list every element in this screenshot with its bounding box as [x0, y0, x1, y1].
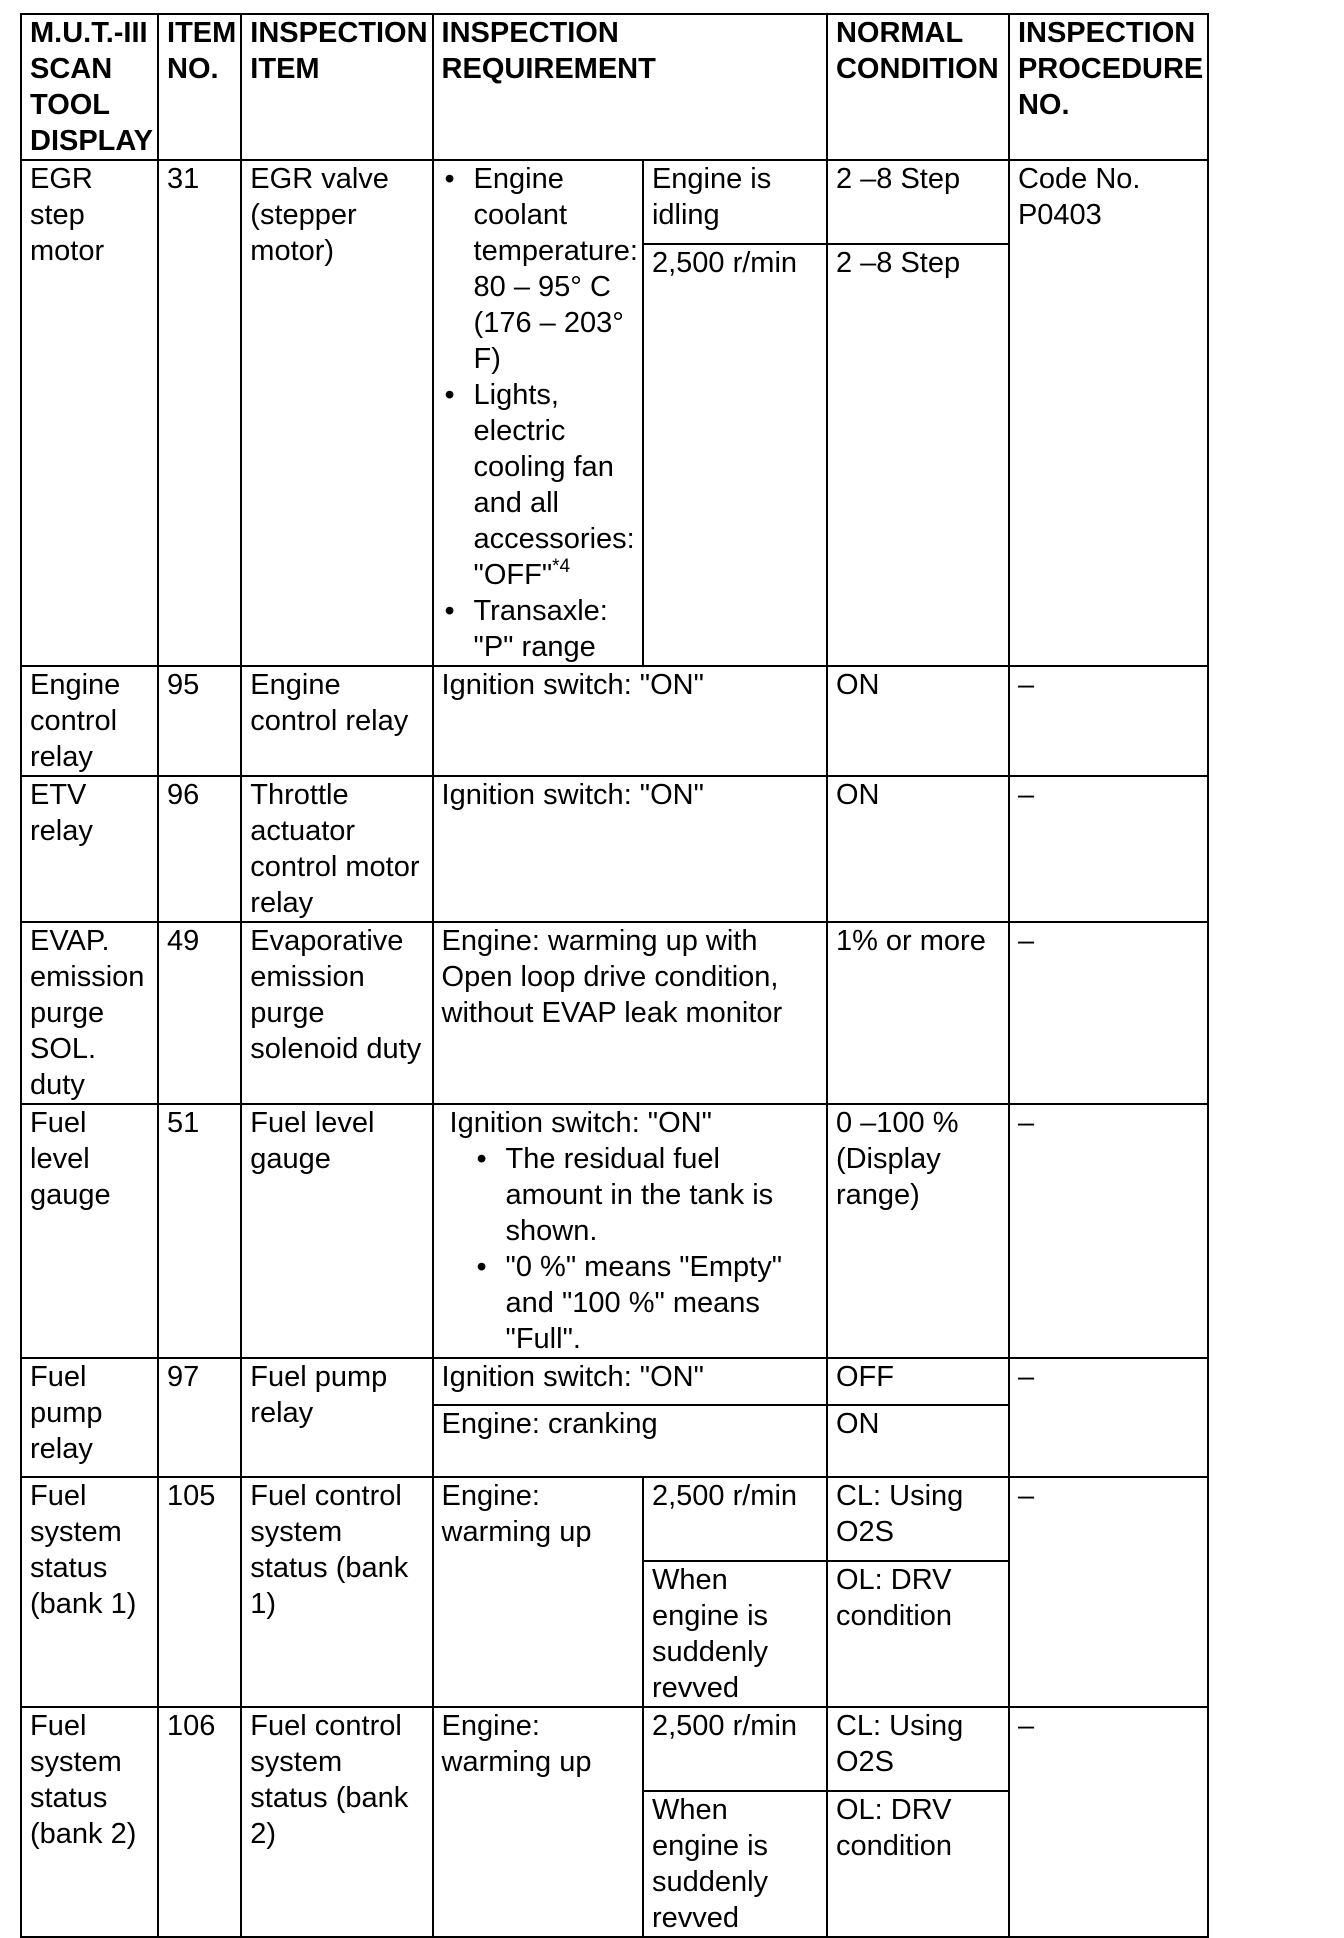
table-row [21, 1477, 1208, 1561]
item-no-cell: 106 [158, 1707, 241, 1937]
note-list [466, 1141, 822, 1357]
procedure-cell: – [1009, 776, 1208, 922]
sub-condition-cell: 2,500 r/min [643, 1477, 827, 1561]
item-no-cell: 95 [158, 666, 241, 776]
procedure-cell: – [1009, 1707, 1208, 1937]
procedure-cell: – [1009, 922, 1208, 1104]
condition-list [434, 161, 638, 665]
requirement-cell: Ignition switch: "ON" [433, 776, 827, 922]
procedure-cell: – [1009, 1104, 1208, 1358]
normal-condition-cell: ON [827, 776, 1009, 922]
sub-condition-cell: 2,500 r/min [643, 1707, 827, 1791]
display-cell: Fuel level gauge [21, 1104, 158, 1358]
requirement-cell [433, 1104, 827, 1358]
sub-condition-cell: 2,500 r/min [643, 244, 827, 666]
sub-condition-cell: Engine is idling [643, 160, 827, 244]
inspection-item-cell: Engine control relay [241, 666, 432, 776]
header-procedure: INSPECTION PROCEDURE NO. [1009, 14, 1208, 160]
procedure-cell: Code No. P0403 [1009, 160, 1208, 666]
requirement-cell: Ignition switch: "ON" [433, 666, 827, 776]
header-inspection-item: INSPECTION ITEM [241, 14, 432, 160]
display-cell: Fuel pump relay [21, 1358, 158, 1477]
sub-condition-cell: When engine is suddenly revved [643, 1791, 827, 1937]
header-display: M.U.T.-III SCAN TOOL DISPLAY [21, 14, 158, 160]
requirement-cell: Engine: warming up with Open loop drive condition, without EVAP leak monitor [433, 922, 827, 1104]
procedure-cell: – [1009, 1477, 1208, 1707]
display-cell: Fuel system status (bank 1) [21, 1477, 158, 1707]
inspection-item-cell: Fuel control system status (bank 2) [241, 1707, 432, 1937]
header-requirement: INSPECTION REQUIREMENT [433, 14, 827, 160]
inspection-item-cell: Fuel pump relay [241, 1358, 432, 1477]
list-item-text: Lights, electric cooling fan and all accessories: "OFF" [473, 379, 635, 591]
normal-condition-cell: OL: DRV condition [827, 1791, 1009, 1937]
header-row [21, 14, 1208, 160]
requirement-cell: Ignition switch: "ON" [433, 1358, 827, 1405]
normal-condition-cell: CL: Using O2S [827, 1477, 1009, 1561]
normal-condition-cell: OFF [827, 1358, 1009, 1405]
item-no-cell: 31 [158, 160, 241, 666]
normal-condition-cell: 2 –8 Step [827, 244, 1009, 666]
table-row [21, 160, 1208, 244]
header-normal-condition: NORMAL CONDITION [827, 14, 1009, 160]
list-item: • Engine coolant temperature: 80 – 95° C (176 – 203° F) [434, 161, 638, 377]
inspection-item-cell: Fuel control system status (bank 1) [241, 1477, 432, 1707]
list-item [434, 377, 638, 593]
footnote-mark: *4 [552, 556, 571, 577]
item-no-cell: 97 [158, 1358, 241, 1477]
normal-condition-cell: ON [827, 666, 1009, 776]
procedure-cell: – [1009, 1358, 1208, 1477]
normal-condition-cell: ON [827, 1405, 1009, 1477]
procedure-cell: – [1009, 666, 1208, 776]
normal-condition-cell: 0 –100 % (Display range) [827, 1104, 1009, 1358]
display-cell: EVAP. emission purge SOL. duty [21, 922, 158, 1104]
normal-condition-cell: 1% or more [827, 922, 1009, 1104]
inspection-item-cell: Evaporative emission purge solenoid duty [241, 922, 432, 1104]
item-no-cell: 96 [158, 776, 241, 922]
normal-condition-cell: OL: DRV condition [827, 1561, 1009, 1707]
requirement-cell [433, 160, 643, 666]
table-row [21, 776, 1208, 922]
list-item: • Transaxle: "P" range [434, 593, 638, 665]
inspection-item-cell: Throttle actuator control motor relay [241, 776, 432, 922]
table-row [21, 922, 1208, 1104]
normal-condition-cell: CL: Using O2S [827, 1707, 1009, 1791]
display-cell: Fuel system status (bank 2) [21, 1707, 158, 1937]
list-item: • The residual fuel amount in the tank is shown. [466, 1141, 822, 1249]
display-cell: EGR step motor [21, 160, 158, 666]
table-row [21, 666, 1208, 776]
inspection-item-cell: Fuel level gauge [241, 1104, 432, 1358]
inspection-table-wrapper [20, 13, 1209, 1938]
list-item: • "0 %" means "Empty" and "100 %" means "Full". [466, 1249, 822, 1357]
requirement-cell: Engine: warming up [433, 1477, 643, 1707]
display-cell: Engine control relay [21, 666, 158, 776]
header-item-no: ITEM NO. [158, 14, 241, 160]
item-no-cell: 49 [158, 922, 241, 1104]
item-no-cell: 105 [158, 1477, 241, 1707]
requirement-text: Ignition switch: "ON" [449, 1107, 712, 1139]
normal-condition-cell: 2 –8 Step [827, 160, 1009, 244]
inspection-table [20, 13, 1209, 1938]
item-no-cell: 51 [158, 1104, 241, 1358]
table-row [21, 1104, 1208, 1358]
sub-condition-cell: When engine is suddenly revved [643, 1561, 827, 1707]
inspection-item-cell: EGR valve (stepper motor) [241, 160, 432, 666]
table-row [21, 1707, 1208, 1791]
display-cell: ETV relay [21, 776, 158, 922]
table-row [21, 1358, 1208, 1405]
requirement-cell: Engine: cranking [433, 1405, 827, 1477]
requirement-cell: Engine: warming up [433, 1707, 643, 1937]
